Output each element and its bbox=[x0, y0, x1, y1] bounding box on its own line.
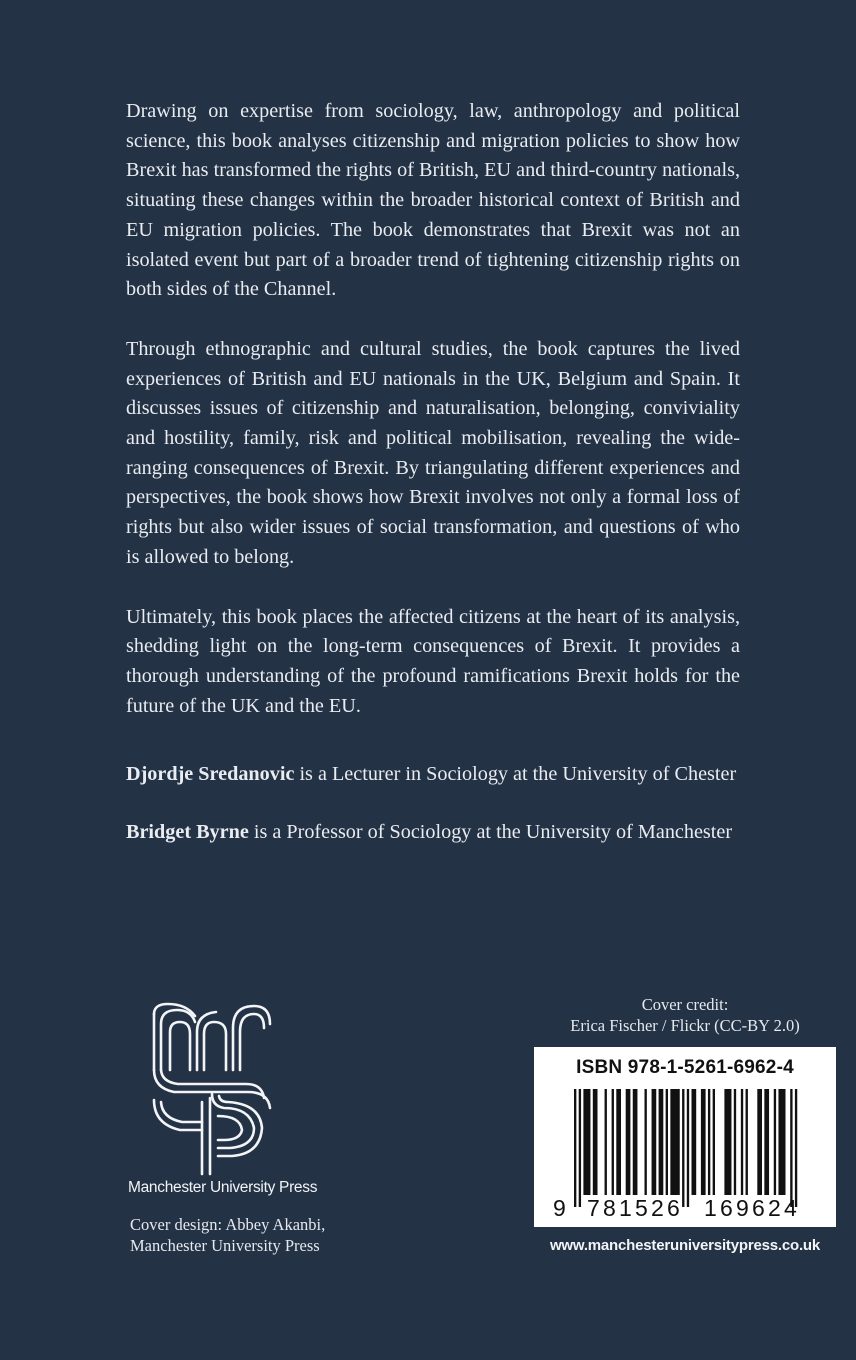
barcode-bar-12 bbox=[666, 1089, 668, 1195]
cover-credit bbox=[534, 994, 836, 1036]
cover-design-line-1: Cover design: Abbey Akanbi, bbox=[130, 1215, 326, 1234]
barcode-bar-28 bbox=[790, 1089, 792, 1207]
barcode-bar-21 bbox=[734, 1089, 736, 1195]
barcode-first-digit: 9 bbox=[553, 1195, 569, 1221]
author-name: Djordje Sredanovic bbox=[126, 763, 295, 785]
barcode-bar-9 bbox=[645, 1089, 647, 1195]
publisher-name: Manchester University Press bbox=[128, 1179, 318, 1196]
barcode-bar-16 bbox=[692, 1089, 697, 1195]
barcode-bar-8 bbox=[633, 1089, 638, 1195]
mup-logo-icon bbox=[150, 1002, 274, 1176]
barcode-bar-10 bbox=[652, 1089, 657, 1195]
blurb bbox=[126, 97, 740, 751]
cover-credit-line-1: Cover credit: bbox=[641, 995, 729, 1014]
barcode-bar-23 bbox=[746, 1089, 748, 1195]
author-bio-2 bbox=[126, 818, 826, 848]
barcode-bar-27 bbox=[778, 1089, 785, 1195]
barcode-bar-24 bbox=[757, 1089, 762, 1195]
barcode-right-digits: 169624 bbox=[704, 1195, 800, 1221]
barcode-bar-7 bbox=[626, 1089, 631, 1195]
barcode-bar-0 bbox=[574, 1089, 576, 1207]
barcode-bar-2 bbox=[583, 1089, 590, 1195]
cover-credit-line-2: Erica Fischer / Flickr (CC-BY 2.0) bbox=[570, 1016, 800, 1035]
barcode-bar-6 bbox=[616, 1089, 621, 1195]
cover-design-line-2: Manchester University Press bbox=[130, 1236, 320, 1255]
blurb-paragraph-3: Ultimately, this book places the affected citizens at the heart of its analysis, shedding light on the long-term consequences of Brexit. It provides a thorough understanding of the profound ramifications Brexit holds for the future of the UK and the EU. bbox=[126, 605, 740, 717]
barcode-bar-11 bbox=[659, 1089, 664, 1195]
author-bio-1 bbox=[126, 760, 826, 790]
isbn-label: ISBN 978-1-5261-6962-4 bbox=[576, 1057, 794, 1078]
isbn-barcode bbox=[534, 1047, 836, 1227]
author-description: is a Professor of Sociology at the University of Manchester bbox=[248, 821, 733, 843]
barcode-bar-4 bbox=[605, 1089, 607, 1195]
barcode-bar-17 bbox=[701, 1089, 706, 1195]
blurb-paragraph-2: Through ethnographic and cultural studies, the book captures the lived experiences of British and EU nationals in the UK, Belgium and Spain. It discusses issues of citizenship and naturalisation, belonging, conviviality and hostility, family, risk and political mobilisation, revealing the wide-ranging consequences of Brexit. By triangulating different experiences and perspectives, the book shows how Brexit involves not only a formal loss of rights but also wider issues of social transformation, and questions of who is allowed to belong. bbox=[126, 337, 740, 568]
author-name: Bridget Byrne bbox=[126, 821, 249, 843]
barcode-bar-19 bbox=[713, 1089, 715, 1195]
barcode-bar-26 bbox=[774, 1089, 776, 1195]
blurb-paragraph-1: Drawing on expertise from sociology, law, anthropology and political science, this book analyses citizenship and migration policies to show how Brexit has transformed the rights of British, EU and third-country nationals, situating these changes within the broader historical context of British and EU migration policies. The book demonstrates that Brexit was not an isolated event but part of a broader trend of tightening citizenship rights on both sides of the Channel. bbox=[126, 100, 740, 301]
barcode-bar-5 bbox=[612, 1089, 614, 1195]
barcode-left-digits: 781526 bbox=[587, 1195, 683, 1221]
author-description: is a Lecturer in Sociology at the University of Chester bbox=[294, 763, 737, 785]
cover-design-credit bbox=[130, 1214, 325, 1256]
barcode-bar-25 bbox=[764, 1089, 769, 1195]
barcode-bar-1 bbox=[579, 1089, 581, 1207]
barcode-bar-22 bbox=[741, 1089, 743, 1195]
barcode-bar-29 bbox=[795, 1089, 797, 1207]
barcode-bar-15 bbox=[687, 1089, 689, 1207]
publisher-website: www.manchesteruniversitypress.co.uk bbox=[549, 1237, 821, 1254]
barcode-bar-14 bbox=[682, 1089, 684, 1207]
barcode-bar-20 bbox=[724, 1089, 731, 1195]
barcode-bar-13 bbox=[670, 1089, 679, 1195]
barcode-bar-18 bbox=[708, 1089, 710, 1195]
barcode-bar-3 bbox=[593, 1089, 598, 1195]
